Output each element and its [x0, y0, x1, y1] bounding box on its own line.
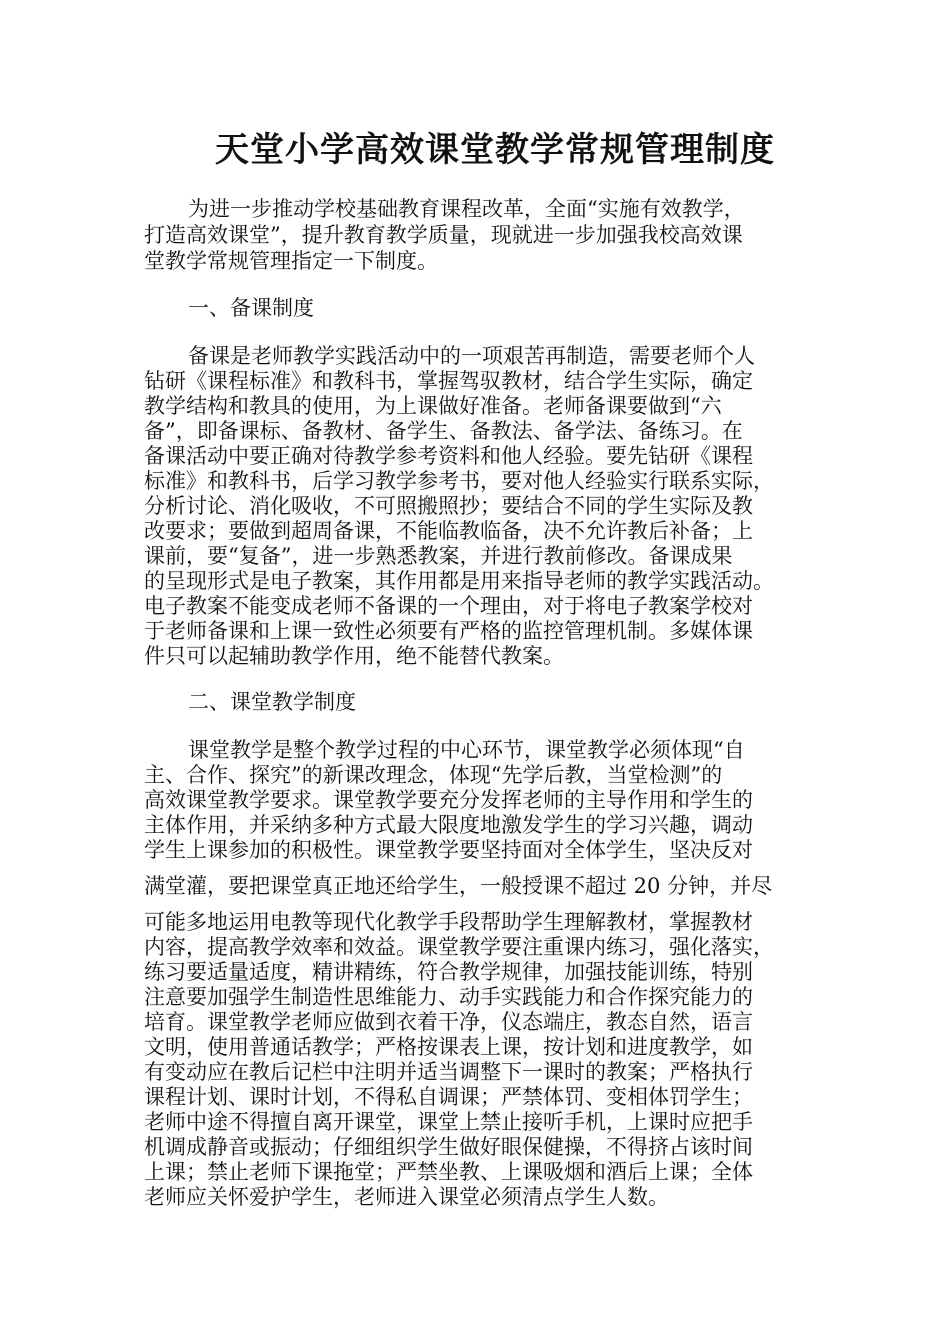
section1-line: 电子教案不能变成老师不备课的一个理由，对于将电子教案学校对	[144, 594, 753, 618]
section2-line: 可能多地运用电教等现代化教学手段帮助学生理解教材，掌握教材	[144, 910, 753, 934]
section2-line: 上课；禁止老师下课拖堂；严禁坐教、上课吸烟和酒后上课；全体	[144, 1160, 753, 1184]
section1-line: 备课活动中要正确对待教学参考资料和他人经验。要先钻研《课程	[144, 444, 753, 468]
section2-line: 高效课堂教学要求。课堂教学要充分发挥老师的主导作用和学生的	[144, 788, 753, 812]
section2-line: 满堂灌，要把课堂真正地还给学生，一般授课不超过 20 分钟，并尽	[144, 874, 773, 898]
section1-line: 备”，即备课标、备教材、备学生、备教法、备学法、备练习。在	[144, 419, 743, 443]
section1-line: 件只可以起辅助教学作用，绝不能替代教案。	[144, 644, 564, 668]
section2-line: 文明，使用普通话教学；严格按课表上课，按计划和进度教学，如	[144, 1035, 753, 1059]
section-heading-lesson-prep: 一、备课制度	[188, 296, 314, 320]
section2-line: 内容，提高教学效率和效益。课堂教学要注重课内练习，强化落实，	[144, 935, 774, 959]
section2-line: 课堂教学是整个教学过程的中心环节，课堂教学必须体现“自	[188, 738, 745, 762]
section2-line: 课程计划、课时计划，不得私自调课；严禁体罚、变相体罚学生；	[144, 1085, 753, 1109]
section2-line: 培育。课堂教学老师应做到衣着干净，仪态端庄，教态自然，语言	[144, 1010, 753, 1034]
document-body	[144, 0, 804, 1344]
section1-line: 的呈现形式是电子教案，其作用都是用来指导老师的教学实践活动。	[144, 569, 774, 593]
section1-line: 钻研《课程标准》和教科书，掌握驾驭教材，结合学生实际，确定	[144, 369, 753, 393]
section2-line: 注意要加强学生制造性思维能力、动手实践能力和合作探究能力的	[144, 985, 753, 1009]
section1-line: 分析讨论、消化吸收，不可照搬照抄；要结合不同的学生实际及教	[144, 494, 753, 518]
section1-line: 于老师备课和上课一致性必须要有严格的监控管理机制。多媒体课	[144, 619, 753, 643]
section2-line: 老师应关怀爱护学生，老师进入课堂必须清点学生人数。	[144, 1185, 669, 1209]
section1-line: 教学结构和教具的使用，为上课做好准备。老师备课要做到“六	[144, 394, 722, 418]
section1-line: 改要求；要做到超周备课，不能临教临备，决不允许教后补备；上	[144, 519, 753, 543]
section2-line: 主、合作、探究”的新课改理念，体现“先学后教，当堂检测”的	[144, 763, 723, 787]
section2-line: 主体作用，并采纳多种方式最大限度地激发学生的学习兴趣，调动	[144, 813, 753, 837]
document-title: 天堂小学高效课堂教学常规管理制度	[215, 130, 775, 170]
section1-line: 课前，要“复备”，进一步熟悉教案，并进行教前修改。备课成果	[144, 544, 733, 568]
section2-line: 学生上课参加的积极性。课堂教学要坚持面对全体学生，坚决反对	[144, 838, 753, 862]
section1-line: 备课是老师教学实践活动中的一项艰苦再制造，需要老师个人	[188, 344, 755, 368]
section2-line: 练习要适量适度，精讲精练，符合教学规律，加强技能训练，特别	[144, 960, 753, 984]
intro-line: 打造高效课堂”，提升教育教学质量，现就进一步加强我校高效课	[144, 223, 743, 247]
section-heading-classroom-teaching: 二、课堂教学制度	[188, 690, 356, 714]
section2-line: 老师中途不得擅自离开课堂，课堂上禁止接听手机，上课时应把手	[144, 1110, 753, 1134]
section1-line: 标准》和教科书，后学习教学参考书，要对他人经验实行联系实际，	[144, 469, 774, 493]
intro-line: 堂教学常规管理指定一下制度。	[144, 249, 438, 273]
intro-line: 为进一步推动学校基础教育课程改革，全面“实施有效教学，	[188, 197, 745, 221]
section2-line: 有变动应在教后记栏中注明并适当调整下一课时的教案；严格执行	[144, 1060, 753, 1084]
section2-line: 机调成静音或振动；仔细组织学生做好眼保健操，不得挤占该时间	[144, 1135, 753, 1159]
